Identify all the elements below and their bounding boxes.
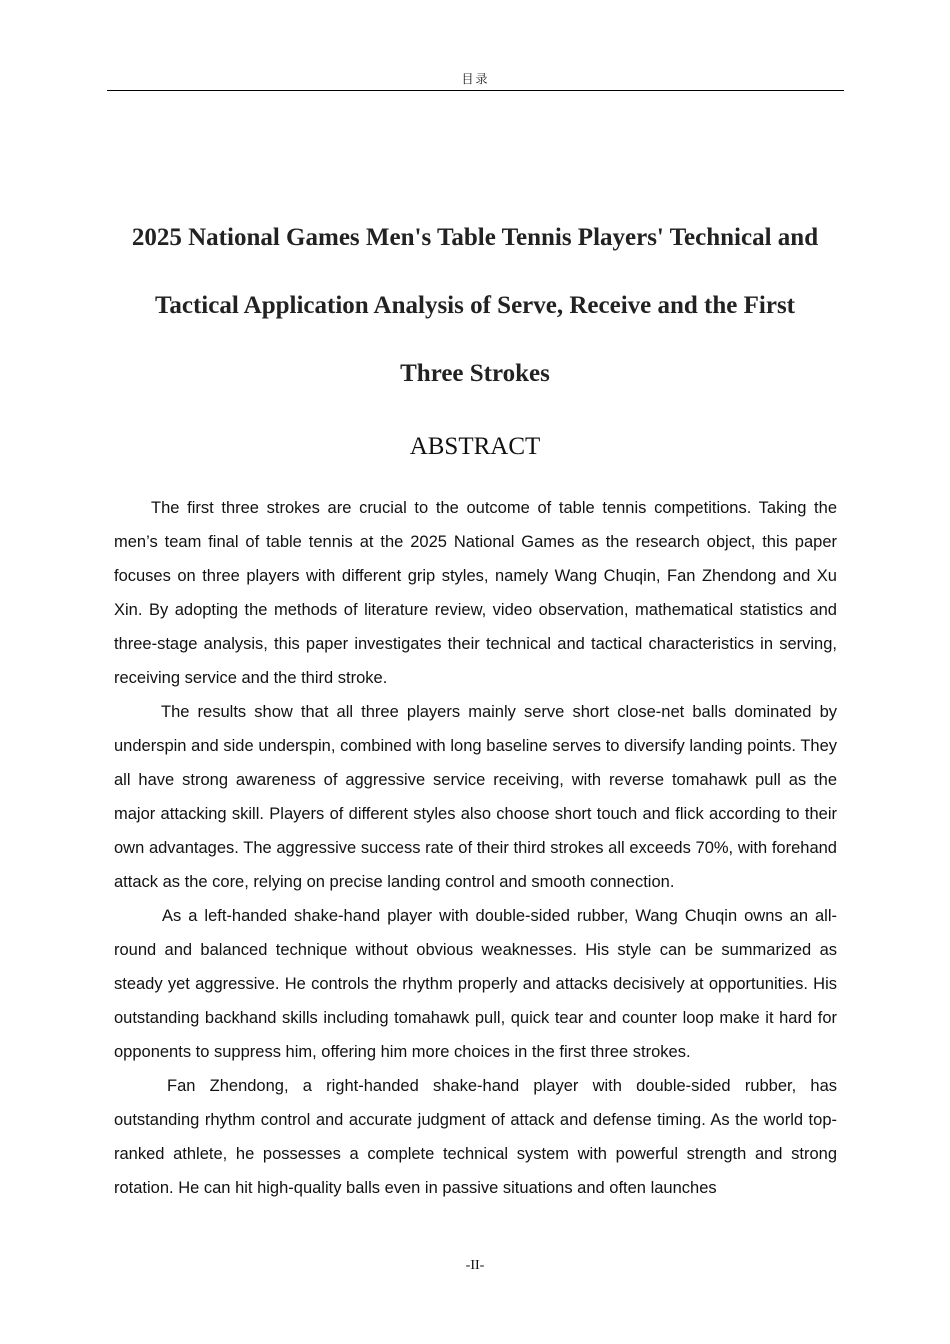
abstract-paragraph-3: As a left-handed shake-hand player with double-sided rubber, Wang Chuqin owns an all-round and balanced technique without obvious weaknesses. His style can be summarized as steady yet aggressive. He controls the rhythm properly and attacks decisively at opportunities. His outstanding backhand skills including tomahawk pull, quick tear and counter loop make it hard for opponents to suppress him, offering him more choices in the first three strokes. [114,907,837,1061]
paper-title-line-2: Tactical Application Analysis of Serve, Receive and the First [154,292,795,319]
paper-title-line-3: Three Strokes [400,360,550,387]
abstract-paragraph-1: The first three strokes are crucial to the outcome of table tennis competitions. Taking the men’s team final of table tennis at the 2025 National Games as the research object, this paper focuses on three players with different grip styles, namely Wang Chuqin, Fan Zhendong and Xu Xin. By adopting the methods of literature review, video observation, mathematical statistics and three-stage analysis, this paper investigates their technical and tactical characteristics in serving, receiving service and the third stroke. [114,499,837,687]
abstract-paragraph-2: The results show that all three players mainly serve short close-net balls dominated by underspin and side underspin, combined with long baseline serves to diversify landing points. They all have strong awareness of aggressive service receiving, with reverse tomahawk pull as the major attacking skill. Players of different styles also choose short touch and flick according to their own advantages. The aggressive success rate of their third strokes all exceeds 70%, with forehand attack as the core, relying on precise landing control and smooth connection. [114,703,837,891]
page-number: -II- [465,1258,485,1273]
abstract-paragraph-4: Fan Zhendong, a right-handed shake-hand player with double-sided rubber, has outstanding rhythm control and accurate judgment of attack and defense timing. As the world top-ranked athlete, he possesses a complete technical system with powerful strength and strong rotation. He can hit high-quality balls even in passive situations and often launches [114,1077,837,1197]
abstract-heading: ABSTRACT [409,433,541,460]
running-header [107,68,844,91]
abstract-body [114,491,837,1205]
paper-title-line-1: 2025 National Games Men's Table Tennis Players' Technical and [131,224,819,251]
paper-title [100,204,850,408]
running-header-title: 目录 [461,72,490,86]
